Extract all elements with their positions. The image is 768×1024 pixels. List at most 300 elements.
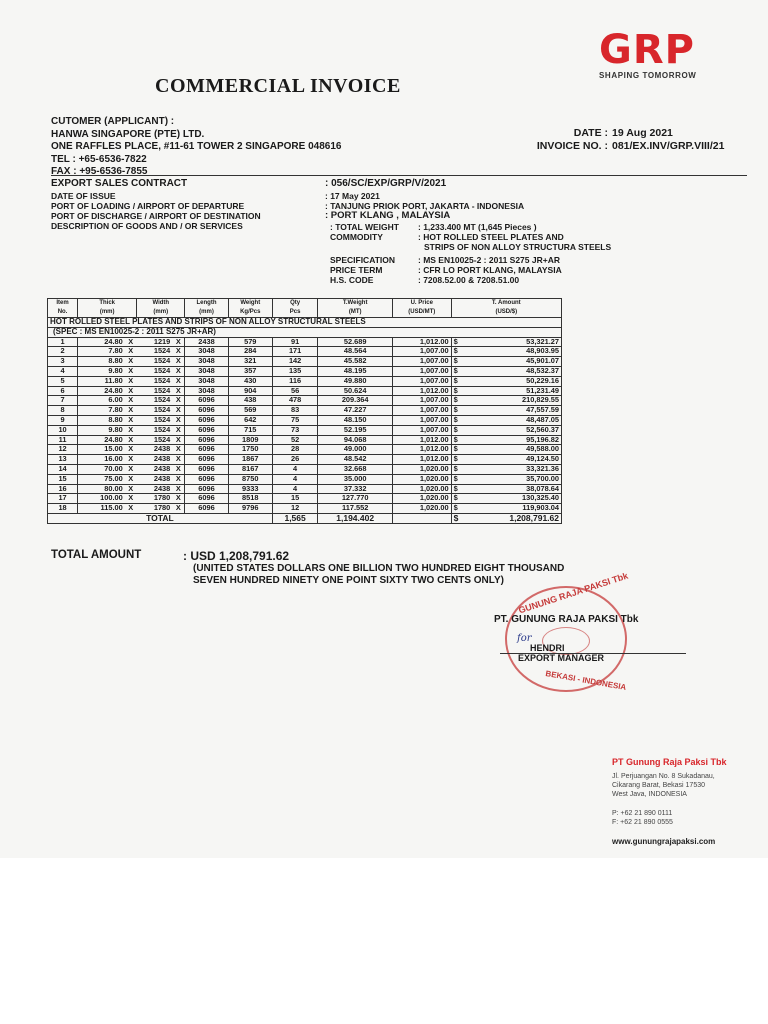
cell-thick: 9.80	[78, 425, 125, 435]
cell-item-no: 4	[48, 366, 78, 376]
cell-weight: 321	[228, 357, 272, 367]
invoice-meta	[528, 127, 724, 152]
cell-weight: 8167	[228, 464, 272, 474]
table-row	[48, 406, 562, 416]
cell-length: 6096	[185, 396, 228, 406]
table-row	[48, 366, 562, 376]
cell-length: 6096	[185, 455, 228, 465]
cell-currency: $	[451, 455, 467, 465]
total-currency: $	[451, 513, 467, 523]
detail-key: : TOTAL WEIGHT	[330, 222, 399, 232]
contract-values	[325, 191, 524, 221]
cell-weight: 569	[228, 406, 272, 416]
cell-tweight: 37.332	[318, 484, 392, 494]
footer-phone: P: +62 21 890 0111	[612, 810, 673, 817]
divider	[51, 175, 747, 176]
cell-weight: 8750	[228, 474, 272, 484]
cell-thick: 70.00	[78, 464, 125, 474]
cell-thick: 15.00	[78, 445, 125, 455]
footer-fax: F: +62 21 890 0555	[612, 819, 673, 826]
cell-currency: $	[451, 425, 467, 435]
cell-qty: 4	[272, 474, 318, 484]
col-width: Width (mm)	[137, 299, 185, 318]
cell-tamount: 95,196.82	[467, 435, 561, 445]
port-of-discharge-value: : PORT KLANG , MALAYSIA	[325, 210, 451, 221]
cell-uprice: 1,007.00	[392, 347, 451, 357]
detail-value: STRIPS OF NON ALLOY STRUCTURA STEELS	[424, 242, 612, 252]
detail-value: : CFR LO PORT KLANG, MALAYSIA	[418, 265, 562, 275]
signer-name: HENDRI	[530, 643, 565, 653]
cell-tamount: 47,557.59	[467, 406, 561, 416]
cell-qty: 26	[272, 455, 318, 465]
cell-thick: 9.80	[78, 366, 125, 376]
logo-word: GRP	[599, 27, 695, 73]
cell-qty: 171	[272, 347, 318, 357]
cell-currency: $	[451, 464, 467, 474]
table-row	[48, 474, 562, 484]
cell-weight: 904	[228, 386, 272, 396]
cell-item-no: 11	[48, 435, 78, 445]
cell-x: X	[125, 357, 137, 367]
cell-width: 1524	[137, 415, 173, 425]
signing-company: PT. GUNUNG RAJA PAKSI Tbk	[494, 614, 639, 625]
cell-currency: $	[451, 337, 467, 347]
cell-tweight: 94.068	[318, 435, 392, 445]
cell-x: X	[125, 337, 137, 347]
cell-weight: 579	[228, 337, 272, 347]
cell-tweight: 48.542	[318, 455, 392, 465]
cell-thick: 24.80	[78, 337, 125, 347]
cell-tweight: 52.689	[318, 337, 392, 347]
cell-length: 6096	[185, 484, 228, 494]
cell-item-no: 2	[48, 347, 78, 357]
cell-width: 2438	[137, 484, 173, 494]
contract-number	[325, 179, 446, 189]
cell-x: X	[125, 396, 137, 406]
cell-tamount: 48,903.95	[467, 347, 561, 357]
col-item: Item No.	[48, 299, 78, 318]
customer-address: ONE RAFFLES PLACE, #11-61 TOWER 2 SINGAPORE 048616	[51, 141, 342, 152]
cell-width: 1524	[137, 386, 173, 396]
table-row	[48, 337, 562, 347]
cell-item-no: 14	[48, 464, 78, 474]
table-total-row	[48, 513, 562, 523]
cell-tweight: 117.552	[318, 504, 392, 514]
cell-currency: $	[451, 494, 467, 504]
detail-key: H.S. CODE	[330, 275, 374, 285]
cell-thick: 75.00	[78, 474, 125, 484]
cell-width: 1780	[137, 494, 173, 504]
cell-item-no: 7	[48, 396, 78, 406]
footer-address-2: Cikarang Barat, Bekasi 17530	[612, 782, 705, 789]
cell-x: X	[125, 464, 137, 474]
cell-x: X	[172, 376, 185, 386]
cell-tweight: 45.582	[318, 357, 392, 367]
cell-length: 6096	[185, 494, 228, 504]
footer-address-1: Jl. Perjuangan No. 8 Sukadanau,	[612, 773, 715, 780]
cell-x: X	[125, 347, 137, 357]
subheading-line-2: (SPEC : MS EN10025-2 : 2011 S275 JR+AR)	[48, 327, 562, 337]
cell-qty: 135	[272, 366, 318, 376]
cell-item-no: 9	[48, 415, 78, 425]
cell-tamount: 33,321.36	[467, 464, 561, 474]
cell-weight: 1867	[228, 455, 272, 465]
cell-weight: 284	[228, 347, 272, 357]
cell-tamount: 48,487.05	[467, 415, 561, 425]
detail-key: PRICE TERM	[330, 265, 383, 275]
cell-x: X	[172, 455, 185, 465]
detail-value: : 7208.52.00 & 7208.51.00	[418, 275, 520, 285]
cell-width: 1524	[137, 347, 173, 357]
cell-length: 6096	[185, 435, 228, 445]
cell-weight: 357	[228, 366, 272, 376]
total-amount-label: TOTAL AMOUNT	[51, 549, 142, 561]
cell-item-no: 1	[48, 337, 78, 347]
cell-x: X	[172, 406, 185, 416]
cell-length: 3048	[185, 386, 228, 396]
port-of-loading-label: PORT OF LOADING / AIRPORT OF DEPARTURE	[51, 201, 245, 211]
table-row	[48, 386, 562, 396]
cell-length: 3048	[185, 366, 228, 376]
customer-label: CUTOMER (APPLICANT) :	[51, 116, 175, 127]
port-of-loading-value: : TANJUNG PRIOK PORT, JAKARTA - INDONESIA	[325, 201, 525, 211]
cell-currency: $	[451, 474, 467, 484]
cell-width: 1524	[137, 396, 173, 406]
cell-thick: 24.80	[78, 386, 125, 396]
col-qty: Qty Pcs	[272, 299, 318, 318]
detail-value: : MS EN10025-2 : 2011 S275 JR+AR	[418, 255, 560, 265]
cell-tweight: 48.564	[318, 347, 392, 357]
table-row	[48, 464, 562, 474]
cell-x: X	[125, 484, 137, 494]
cell-uprice: 1,020.00	[392, 494, 451, 504]
total-qty: 1,565	[272, 513, 318, 523]
cell-x: X	[172, 484, 185, 494]
cell-x: X	[125, 455, 137, 465]
cell-uprice: 1,007.00	[392, 376, 451, 386]
cell-currency: $	[451, 366, 467, 376]
table-row	[48, 484, 562, 494]
cell-item-no: 15	[48, 474, 78, 484]
cell-length: 3048	[185, 376, 228, 386]
cell-currency: $	[451, 415, 467, 425]
cell-x: X	[172, 366, 185, 376]
invoice-no-value: 081/EX.INV/GRP.VIII/21	[612, 139, 725, 152]
table-row	[48, 425, 562, 435]
cell-item-no: 16	[48, 484, 78, 494]
cell-item-no: 12	[48, 445, 78, 455]
subheading-line-1: HOT ROLLED STEEL PLATES AND STRIPS OF NON ALLOY STRUCTURAL STEELS	[48, 318, 562, 328]
detail-key: SPECIFICATION	[330, 255, 396, 265]
footer-website[interactable]: www.gunungrajapaksi.com	[612, 837, 716, 846]
total-amount-cell: 1,208,791.62	[467, 513, 561, 523]
cell-qty: 28	[272, 445, 318, 455]
cell-length: 6096	[185, 445, 228, 455]
cell-currency: $	[451, 504, 467, 514]
cell-qty: 15	[272, 494, 318, 504]
cell-uprice: 1,012.00	[392, 445, 451, 455]
cell-tamount: 45,901.07	[467, 357, 561, 367]
total-amount-value: : USD 1,208,791.62	[183, 549, 290, 563]
cell-thick: 24.80	[78, 435, 125, 445]
detail-value: : HOT ROLLED STEEL PLATES AND	[418, 232, 564, 242]
signer-title: EXPORT MANAGER	[518, 653, 605, 663]
document-title: COMMERCIAL INVOICE	[155, 75, 401, 97]
cell-x: X	[125, 445, 137, 455]
cell-thick: 11.80	[78, 376, 125, 386]
cell-width: 2438	[137, 455, 173, 465]
table-subheading	[48, 318, 562, 328]
logo-tagline: SHAPING TOMORROW	[599, 71, 697, 80]
footer-address-3: West Java, INDONESIA	[612, 791, 687, 798]
customer-fax: FAX : +95-6536-7855	[51, 166, 148, 177]
cell-thick: 6.00	[78, 396, 125, 406]
table-row	[48, 396, 562, 406]
cell-x: X	[125, 366, 137, 376]
company-footer	[612, 758, 727, 846]
date-of-issue-label: DATE OF ISSUE	[51, 191, 116, 201]
col-uprice: U. Price (USD/MT)	[392, 299, 451, 318]
description-of-goods-label: DESCRIPTION OF GOODS AND / OR SERVICES	[51, 221, 243, 231]
contract-number-value: : 056/SC/EXP/GRP/V/2021	[325, 178, 447, 189]
cell-x: X	[125, 425, 137, 435]
cell-qty: 83	[272, 406, 318, 416]
cell-x: X	[172, 337, 185, 347]
cell-currency: $	[451, 357, 467, 367]
cell-uprice: 1,012.00	[392, 337, 451, 347]
cell-weight: 642	[228, 415, 272, 425]
cell-width: 1524	[137, 425, 173, 435]
cell-weight: 438	[228, 396, 272, 406]
cell-tamount: 49,124.50	[467, 455, 561, 465]
customer-tel: TEL : +65-6536-7822	[51, 153, 147, 165]
cell-width: 2438	[137, 445, 173, 455]
cell-weight: 430	[228, 376, 272, 386]
cell-tweight: 49.000	[318, 445, 392, 455]
cell-x: X	[125, 494, 137, 504]
cell-tweight: 49.880	[318, 376, 392, 386]
cell-x: X	[172, 415, 185, 425]
table-row	[48, 435, 562, 445]
cell-length: 3048	[185, 357, 228, 367]
col-length: Length (mm)	[185, 299, 228, 318]
cell-tweight: 35.000	[318, 474, 392, 484]
cell-item-no: 8	[48, 406, 78, 416]
table-row	[48, 504, 562, 514]
detail-value: : 1,233.400 MT (1,645 Pieces )	[418, 222, 537, 232]
table-row	[48, 376, 562, 386]
cell-length: 6096	[185, 464, 228, 474]
cell-x: X	[125, 415, 137, 425]
cell-width: 1524	[137, 406, 173, 416]
cell-item-no: 10	[48, 425, 78, 435]
invoice-no-label: INVOICE NO. :	[536, 139, 608, 152]
cell-uprice: 1,012.00	[392, 435, 451, 445]
cell-tweight: 209.364	[318, 396, 392, 406]
cell-currency: $	[451, 484, 467, 494]
cell-qty: 73	[272, 425, 318, 435]
cell-length: 6096	[185, 504, 228, 514]
customer-block	[51, 116, 341, 179]
cell-x: X	[172, 347, 185, 357]
cell-currency: $	[451, 347, 467, 357]
cell-weight: 9796	[228, 504, 272, 514]
cell-length: 6096	[185, 415, 228, 425]
cell-qty: 91	[272, 337, 318, 347]
cell-width: 1524	[137, 376, 173, 386]
contract-labels	[51, 191, 261, 231]
cell-uprice: 1,020.00	[392, 474, 451, 484]
cell-uprice: 1,007.00	[392, 406, 451, 416]
detail-key: COMMODITY	[330, 232, 383, 242]
cell-thick: 115.00	[78, 504, 125, 514]
cell-weight: 1750	[228, 445, 272, 455]
table-header-row	[48, 299, 562, 318]
cell-x: X	[125, 376, 137, 386]
cell-x: X	[125, 474, 137, 484]
cell-item-no: 13	[48, 455, 78, 465]
cell-thick: 100.00	[78, 494, 125, 504]
cell-length: 2438	[185, 337, 228, 347]
cell-uprice: 1,007.00	[392, 425, 451, 435]
cell-x: X	[172, 474, 185, 484]
cell-tamount: 48,532.37	[467, 366, 561, 376]
cell-x: X	[125, 435, 137, 445]
cell-tweight: 47.227	[318, 406, 392, 416]
cell-x: X	[125, 504, 137, 514]
cell-tweight: 48.195	[318, 366, 392, 376]
cell-item-no: 17	[48, 494, 78, 504]
cell-width: 1219	[137, 337, 173, 347]
cell-tweight: 52.195	[318, 425, 392, 435]
cell-weight: 9333	[228, 484, 272, 494]
cell-qty: 478	[272, 396, 318, 406]
cell-qty: 75	[272, 415, 318, 425]
cell-tamount: 53,321.27	[467, 337, 561, 347]
date-value: 19 Aug 2021	[612, 127, 673, 139]
cell-width: 1524	[137, 366, 173, 376]
grp-logo	[599, 27, 715, 80]
cell-uprice: 1,007.00	[392, 415, 451, 425]
cell-qty: 52	[272, 435, 318, 445]
cell-length: 3048	[185, 347, 228, 357]
cell-width: 2438	[137, 474, 173, 484]
cell-tamount: 130,325.40	[467, 494, 561, 504]
cell-uprice: 1,007.00	[392, 357, 451, 367]
cell-tamount: 38,078.64	[467, 484, 561, 494]
items-table	[47, 298, 562, 524]
cell-item-no: 18	[48, 504, 78, 514]
table-row	[48, 347, 562, 357]
cell-x: X	[172, 464, 185, 474]
cell-qty: 4	[272, 464, 318, 474]
amount-in-words	[193, 563, 564, 587]
total-blank	[392, 513, 451, 523]
cell-tamount: 119,903.04	[467, 504, 561, 514]
handwritten-signature: for	[517, 633, 532, 644]
amount-words-line-2: SEVEN HUNDRED NINETY ONE POINT SIXTY TWO CENTS ONLY)	[193, 575, 504, 586]
cell-tweight: 127.770	[318, 494, 392, 504]
cell-tamount: 51,231.49	[467, 386, 561, 396]
cell-x: X	[172, 435, 185, 445]
cell-currency: $	[451, 445, 467, 455]
cell-thick: 8.80	[78, 357, 125, 367]
cell-x: X	[172, 357, 185, 367]
cell-length: 6096	[185, 406, 228, 416]
cell-uprice: 1,012.00	[392, 455, 451, 465]
cell-x: X	[172, 504, 185, 514]
cell-thick: 7.80	[78, 406, 125, 416]
cell-qty: 4	[272, 484, 318, 494]
cell-width: 1524	[137, 435, 173, 445]
cell-x: X	[172, 494, 185, 504]
table-row	[48, 494, 562, 504]
cell-width: 1524	[137, 357, 173, 367]
cell-length: 6096	[185, 474, 228, 484]
col-tweight: T.Weight (MT)	[318, 299, 392, 318]
cell-length: 6096	[185, 425, 228, 435]
total-label: TOTAL	[48, 513, 273, 523]
cell-x: X	[172, 425, 185, 435]
signature-line	[500, 653, 686, 654]
col-thick: Thick (mm)	[78, 299, 137, 318]
cell-item-no: 5	[48, 376, 78, 386]
total-weight: 1,194.402	[318, 513, 392, 523]
cell-x: X	[125, 386, 137, 396]
cell-currency: $	[451, 435, 467, 445]
cell-weight: 1809	[228, 435, 272, 445]
cell-uprice: 1,007.00	[392, 366, 451, 376]
contract-label	[51, 179, 187, 189]
cell-tamount: 52,560.37	[467, 425, 561, 435]
goods-details	[330, 222, 611, 285]
cell-uprice: 1,020.00	[392, 504, 451, 514]
footer-company-name: PT Gunung Raja Paksi Tbk	[612, 757, 727, 767]
date-label: DATE :	[573, 127, 608, 139]
cell-tweight: 32.668	[318, 464, 392, 474]
cell-thick: 7.80	[78, 347, 125, 357]
cell-uprice: 1,020.00	[392, 464, 451, 474]
cell-item-no: 3	[48, 357, 78, 367]
date-of-issue-value: : 17 May 2021	[325, 191, 380, 201]
cell-currency: $	[451, 386, 467, 396]
cell-qty: 142	[272, 357, 318, 367]
cell-qty: 56	[272, 386, 318, 396]
cell-uprice: 1,007.00	[392, 396, 451, 406]
cell-tweight: 48.150	[318, 415, 392, 425]
cell-tamount: 50,229.16	[467, 376, 561, 386]
stamp-text-bottom: BEKASI - INDONESIA	[544, 668, 627, 693]
cell-tamount: 35,700.00	[467, 474, 561, 484]
cell-uprice: 1,020.00	[392, 484, 451, 494]
cell-tamount: 49,588.00	[467, 445, 561, 455]
cell-currency: $	[451, 406, 467, 416]
col-weight: Weight Kg/Pcs	[228, 299, 272, 318]
amount-words-line-1: (UNITED STATES DOLLARS ONE BILLION TWO HUNDRED EIGHT THOUSAND	[193, 563, 565, 574]
cell-width: 1780	[137, 504, 173, 514]
export-sales-contract-label: EXPORT SALES CONTRACT	[51, 178, 188, 189]
stamp-text-top: GUNUNG RAJA PAKSI Tbk	[517, 570, 630, 616]
cell-x: X	[172, 396, 185, 406]
table-row	[48, 445, 562, 455]
cell-uprice: 1,012.00	[392, 386, 451, 396]
customer-name: HANWA SINGAPORE (PTE) LTD.	[51, 128, 205, 140]
cell-item-no: 6	[48, 386, 78, 396]
cell-thick: 16.00	[78, 455, 125, 465]
cell-currency: $	[451, 376, 467, 386]
table-row	[48, 455, 562, 465]
cell-x: X	[172, 386, 185, 396]
